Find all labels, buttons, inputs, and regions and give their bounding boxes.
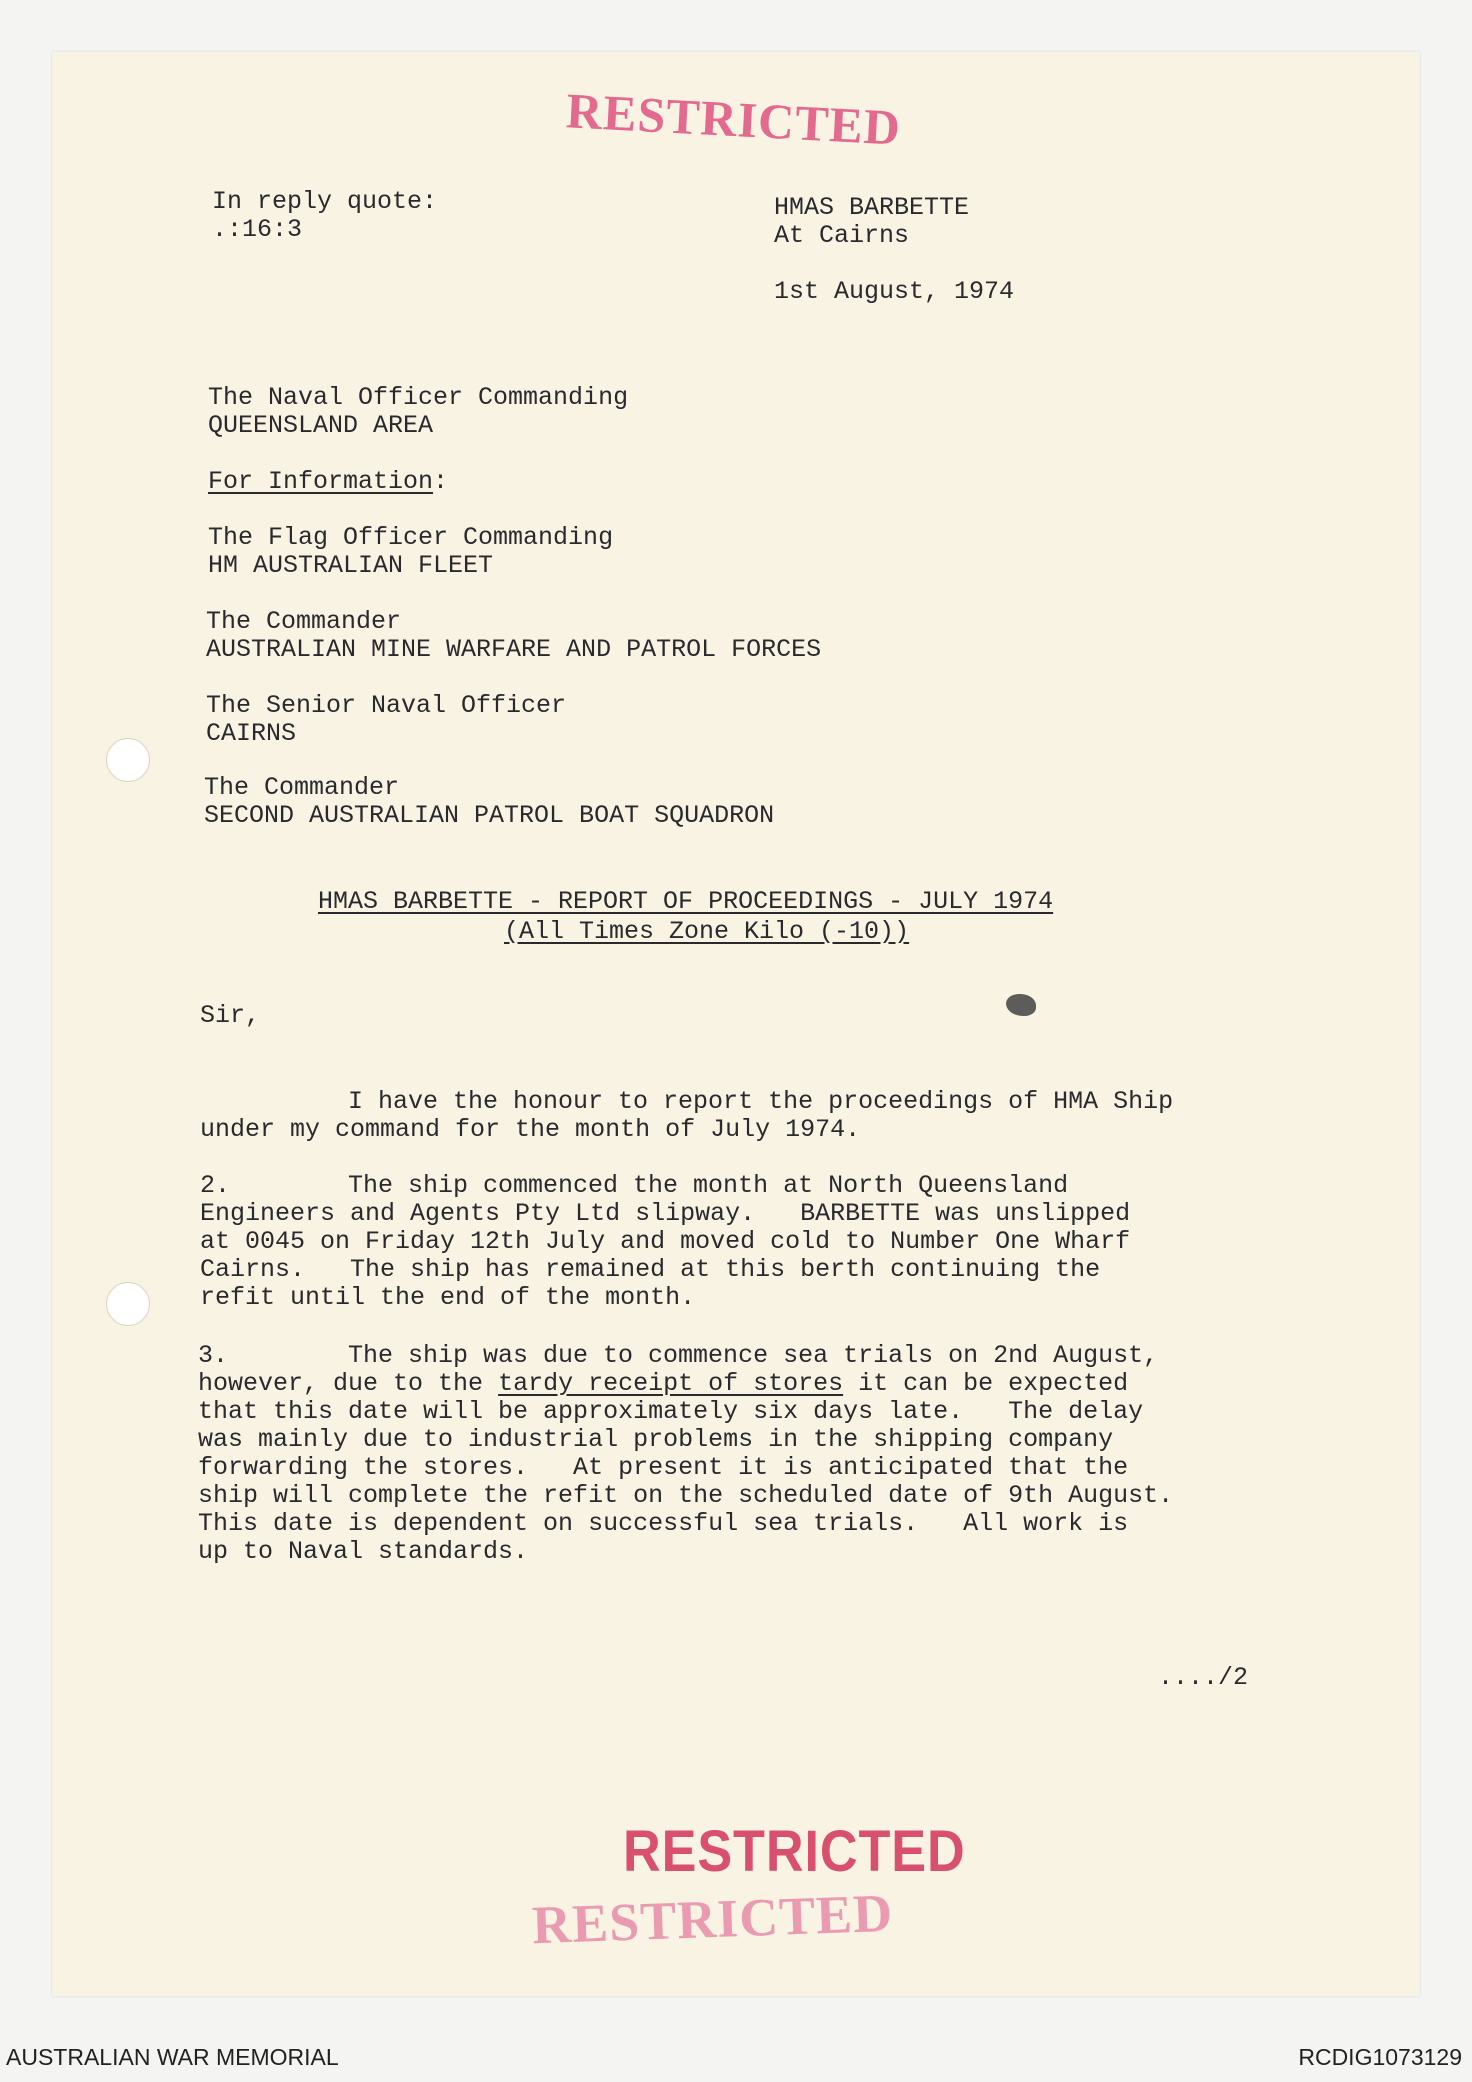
paragraph-3-line6: ship will complete the refit on the scheduled date of 9th August. <box>198 1481 1174 1510</box>
addressee-line1: The Naval Officer Commanding <box>208 383 629 412</box>
paragraph-2-line1: The ship commenced the month at North Queensland <box>348 1171 1069 1200</box>
paragraph-3-line5: forwarding the stores. At present it is anticipated that the <box>198 1453 1129 1482</box>
paragraph-1-line2: under my command for the month of July 1974. <box>200 1115 861 1144</box>
paragraph-3-line1: The ship was due to commence sea trials on 2nd August, <box>348 1341 1159 1370</box>
recipient-4-line1: The Commander <box>204 773 400 802</box>
recipient-2-line1: The Commander <box>206 607 402 636</box>
letter-date: 1st August, 1974 <box>774 277 1015 306</box>
reply-reference: .:16:3 <box>212 215 303 244</box>
paragraph-1-line1: I have the honour to report the proceedings of HMA Ship <box>348 1087 1174 1116</box>
page-continuation: ..../2 <box>1158 1663 1249 1692</box>
recipient-4-line2: SECOND AUSTRALIAN PATROL BOAT SQUADRON <box>204 801 775 830</box>
report-subtitle: (All Times Zone Kilo (-10)) <box>504 917 910 946</box>
restricted-stamp-bottom: RESTRICTED <box>623 1819 966 1884</box>
addressee-line2: QUEENSLAND AREA <box>208 411 434 440</box>
punch-hole-lower <box>106 1282 150 1326</box>
ship-location: At Cairns <box>774 221 910 250</box>
recipient-1-line1: The Flag Officer Commanding <box>208 523 614 552</box>
paragraph-3-line7: This date is dependent on successful sea trials. All work is <box>198 1509 1129 1538</box>
paragraph-3-line2 <box>198 1370 1128 1398</box>
paragraph-3-line8: up to Naval standards. <box>198 1537 529 1566</box>
underlined-tardy-receipt: tardy receipt of stores <box>498 1369 844 1398</box>
recipient-1-line2: HM AUSTRALIAN FLEET <box>208 551 494 580</box>
recipient-3-line2: CAIRNS <box>206 719 297 748</box>
punch-hole-upper <box>106 738 150 782</box>
paragraph-2-line5: refit until the end of the month. <box>200 1283 696 1312</box>
recipient-3-line1: The Senior Naval Officer <box>206 691 567 720</box>
salutation: Sir, <box>200 1001 261 1030</box>
report-title: HMAS BARBETTE - REPORT OF PROCEEDINGS - JULY 1974 <box>318 887 1054 916</box>
paragraph-3-number: 3. <box>198 1341 229 1370</box>
footer-archive-name: AUSTRALIAN WAR MEMORIAL <box>6 2044 339 2070</box>
paragraph-3-line4: was mainly due to industrial problems in the shipping company <box>198 1425 1114 1454</box>
paragraph-2-number: 2. <box>200 1171 231 1200</box>
footer-record-id: RCDIG1073129 <box>1298 2044 1462 2070</box>
restricted-stamp-top: RESTRICTED <box>564 82 903 156</box>
paragraph-2-line2: Engineers and Agents Pty Ltd slipway. BARBETTE was unslipped <box>200 1199 1131 1228</box>
ship-name: HMAS BARBETTE <box>774 193 970 222</box>
restricted-stamp-faded: RESTRICTED <box>531 1882 895 1956</box>
for-information-label: For Information <box>208 467 434 496</box>
for-information-heading <box>208 468 448 496</box>
paragraph-3-line2-start: however, due to the <box>198 1369 499 1398</box>
paragraph-2-line3: at 0045 on Friday 12th July and moved cold to Number One Wharf <box>200 1227 1131 1256</box>
reply-label: In reply quote: <box>212 187 438 216</box>
for-information-colon: : <box>433 467 449 496</box>
recipient-2-line2: AUSTRALIAN MINE WARFARE AND PATROL FORCES <box>206 635 822 664</box>
paragraph-3-line3: that this date will be approximately six days late. The delay <box>198 1397 1144 1426</box>
paragraph-3-line2-end: it can be expected <box>843 1369 1129 1398</box>
paragraph-2-line4: Cairns. The ship has remained at this berth continuing the <box>200 1255 1101 1284</box>
